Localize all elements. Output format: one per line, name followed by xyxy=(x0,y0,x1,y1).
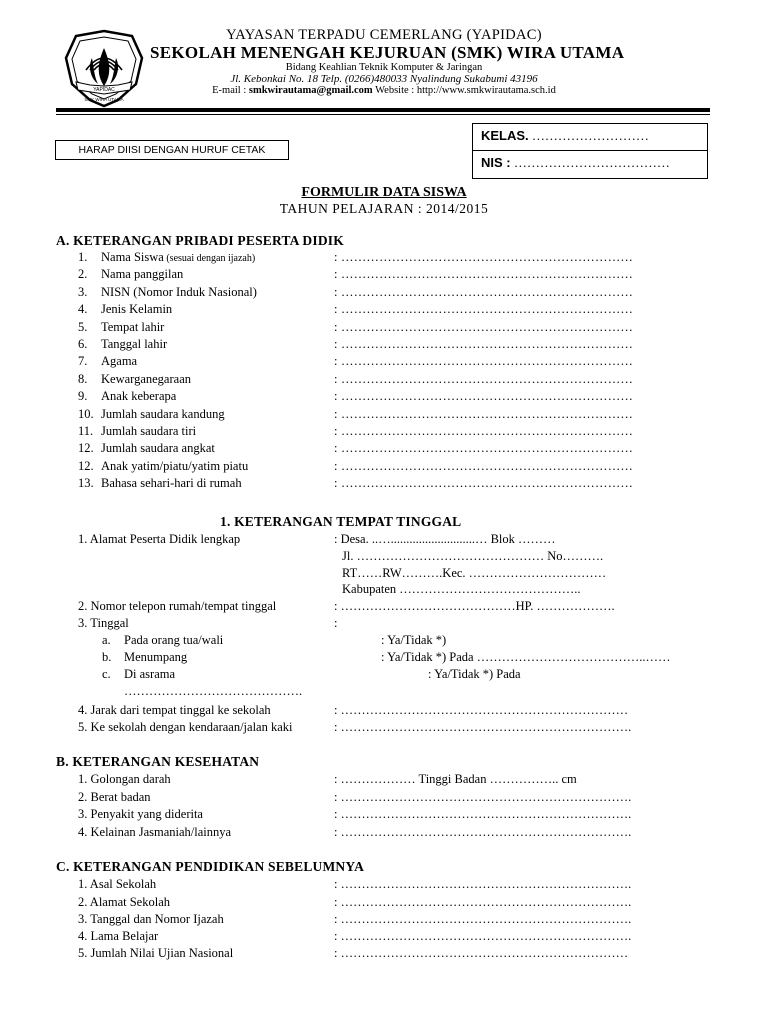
c-label: 3. Tanggal dan Nomor Ijazah xyxy=(78,912,224,926)
section-a-item-field[interactable]: : …………………………………………………………… xyxy=(334,476,634,490)
section-a-item-field[interactable]: : …………………………………………………………… xyxy=(334,441,634,455)
section-c-heading: C. KETERANGAN PENDIDIKAN SEBELUMNYA xyxy=(56,859,365,874)
form-year: TAHUN PELAJARAN : 2014/2015 xyxy=(279,201,489,216)
section-a-item-number: 8. xyxy=(78,372,88,386)
section-a-item-label-text: Tempat lahir xyxy=(101,320,165,334)
tinggal-c-letter: c. xyxy=(102,667,111,681)
alamat-line-jalan[interactable]: Jl. ……………………………………… No………. xyxy=(342,549,604,563)
section-a-item-number: 10. xyxy=(78,407,94,421)
tinggal-c-dots[interactable]: ……………………………………. xyxy=(124,684,303,698)
kelas-nis-box xyxy=(472,123,708,179)
section-a-item-number: 7. xyxy=(78,354,88,368)
c-field[interactable]: : ……………………………………………………………. xyxy=(334,877,632,891)
penyakit-field[interactable]: : ……………………………………………………………. xyxy=(334,807,632,821)
tinggal-a-field[interactable]: : Ya/Tidak *) xyxy=(381,633,447,647)
section-a-item-label xyxy=(101,302,172,317)
kelas-dots: ……………………… xyxy=(528,128,649,143)
section-a-item-label xyxy=(101,389,176,404)
section-a-item-label-text: Tanggal lahir xyxy=(101,337,168,351)
section-a-item-field[interactable]: : …………………………………………………………… xyxy=(334,459,634,473)
jarak-label: 4. Jarak dari tempat tinggal ke sekolah xyxy=(78,703,271,717)
school-logo xyxy=(62,28,146,110)
nis-label: NIS : xyxy=(481,155,511,170)
golongan-label: 1. Golongan darah xyxy=(78,772,171,786)
school-name: SEKOLAH MENENGAH KEJURUAN (SMK) WIRA UTAMA xyxy=(150,43,625,62)
section-a-item-label-text: Jumlah saudara angkat xyxy=(101,441,215,455)
section-a-item-number: 3. xyxy=(78,285,88,299)
section-a-item-label xyxy=(101,424,196,439)
tinggal-colon: : xyxy=(334,616,338,630)
kendaraan-field[interactable]: : ……………………………………………………………. xyxy=(334,720,632,734)
tinggal-b-label: Menumpang xyxy=(124,650,188,664)
section-a-item-number: 9. xyxy=(78,389,88,403)
section-a-item-field[interactable]: : …………………………………………………………… xyxy=(334,285,634,299)
section-a-item-number: 4. xyxy=(78,302,88,316)
section-a-item-number: 2. xyxy=(78,267,88,281)
website-value: http://www.smkwirautama.sch.id xyxy=(416,85,556,96)
section-a-item-label-text: Jenis Kelamin xyxy=(101,302,173,316)
section-a-item-label-text: Bahasa sehari-hari di rumah xyxy=(101,476,242,490)
logo-top-text: YAPIDAC xyxy=(93,87,115,93)
section-a-item-label-text: Nama Siswa xyxy=(101,250,164,264)
kelainan-label: 4. Kelainan Jasmaniah/lainnya xyxy=(78,825,232,839)
penyakit-label: 3. Penyakit yang diderita xyxy=(78,807,203,821)
section-a-item-number: 11. xyxy=(78,424,94,438)
email-label: E-mail : xyxy=(212,85,249,96)
section-a-item-label-text: Kewarganegaraan xyxy=(101,372,191,386)
berat-label: 2. Berat badan xyxy=(78,790,151,804)
section-a-item-label xyxy=(101,476,242,491)
kendaraan-label: 5. Ke sekolah dengan kendaraan/jalan kaki xyxy=(78,720,293,734)
section-a-item-label-text: Jumlah saudara kandung xyxy=(101,407,225,421)
jarak-field[interactable]: : …………………………………………………………… xyxy=(334,703,629,717)
section-a-item-number: 1. xyxy=(78,250,88,264)
c-field[interactable]: : …………………………………………………………… xyxy=(334,946,629,960)
section-a-item-label xyxy=(101,354,137,369)
tinggal-a-letter: a. xyxy=(102,633,111,647)
section-a-item-number: 6. xyxy=(78,337,88,351)
tinggal-b-field[interactable]: : Ya/Tidak *) Pada …………………………………..…… xyxy=(381,650,671,664)
alamat-label: 1. Alamat Peserta Didik lengkap xyxy=(78,532,241,546)
telp-field[interactable]: : ……………………………………HP. ………………. xyxy=(334,599,615,613)
section-a-item-number: 12. xyxy=(78,459,94,473)
alamat-line-rt[interactable]: RT……RW……….Kec. …………………………… xyxy=(342,566,607,580)
section-a-item-label xyxy=(101,459,248,474)
tinggal-label: 3. Tinggal xyxy=(78,616,129,630)
section-a-item-field[interactable]: : …………………………………………………………… xyxy=(334,302,634,316)
section-a-item-field[interactable]: : …………………………………………………………… xyxy=(334,424,634,438)
section-a-item-field[interactable]: : …………………………………………………………… xyxy=(334,337,634,351)
section-a-item-field[interactable]: : …………………………………………………………… xyxy=(334,267,634,281)
kelas-row[interactable] xyxy=(481,128,649,144)
c-field[interactable]: : ……………………………………………………………. xyxy=(334,929,632,943)
form-title-text: FORMULIR DATA SISWA xyxy=(301,185,467,200)
form-title xyxy=(0,185,768,201)
section-a-item-label xyxy=(101,337,167,352)
c-label: 4. Lama Belajar xyxy=(78,929,159,943)
section-a-item-label-text: Nama panggilan xyxy=(101,267,184,281)
golongan-tinggi-field[interactable]: : ……………… Tinggi Badan …………….. cm xyxy=(334,772,577,786)
header-rule-thin xyxy=(56,114,710,115)
section-a-item-label xyxy=(101,320,164,335)
section-a-item-label xyxy=(101,250,255,265)
section-a-item-field[interactable]: : …………………………………………………………… xyxy=(334,320,634,334)
tinggal-b-letter: b. xyxy=(102,650,112,664)
logo-bottom-text: SMK WIRA UTAMA xyxy=(84,97,124,102)
section-a-item-label xyxy=(101,285,257,300)
section-a-item-number: 13. xyxy=(78,476,94,490)
section-a-item-field[interactable]: : …………………………………………………………… xyxy=(334,407,634,421)
section-a-item-label xyxy=(101,407,225,422)
school-address: Jl. Kebonkai No. 18 Telp. (0266)480033 Nyalindung Sukabumi 43196 xyxy=(230,73,538,85)
section-a-item-field[interactable]: : …………………………………………………………… xyxy=(334,250,634,264)
section-a-item-label-text: Agama xyxy=(101,354,138,368)
alamat-line-kabupaten[interactable]: Kabupaten …………………………………….. xyxy=(342,582,581,596)
tinggal-c-field[interactable]: : Ya/Tidak *) Pada xyxy=(428,667,521,681)
c-label: 2. Alamat Sekolah xyxy=(78,895,170,909)
nis-row[interactable] xyxy=(481,155,670,171)
section-a-item-number: 12. xyxy=(78,441,94,455)
section-a-item-label-text: NISN (Nomor Induk Nasional) xyxy=(101,285,257,299)
section-a-item-label-text: Jumlah saudara tiri xyxy=(101,424,197,438)
section-a-item-note: (sesuai dengan ijazah) xyxy=(163,253,256,264)
alamat-line-desa[interactable]: : Desa. ..…...........................… Blok ……… xyxy=(334,532,556,546)
kelainan-field[interactable]: : ……………………………………………………………. xyxy=(334,825,632,839)
tinggal-a-label: Pada orang tua/wali xyxy=(124,633,224,647)
website-label: Website : xyxy=(372,85,417,96)
section-a-item-field[interactable]: : …………………………………………………………… xyxy=(334,389,634,403)
c-field[interactable]: : ……………………………………………………………. xyxy=(334,912,632,926)
org-name: YAYASAN TERPADU CEMERLANG (YAPIDAC) xyxy=(226,27,542,43)
berat-field[interactable]: : ……………………………………………………………. xyxy=(334,790,632,804)
section-a-item-label xyxy=(101,372,191,387)
section-a-item-number: 5. xyxy=(78,320,88,334)
email-value: smkwirautama@gmail.com xyxy=(248,85,373,96)
section-a-item-label-text: Anak keberapa xyxy=(101,389,177,403)
section-a-item-label-text: Anak yatim/piatu/yatim piatu xyxy=(101,459,249,473)
tinggal-c-label: Di asrama xyxy=(124,667,176,681)
section-a-item-label xyxy=(101,441,215,456)
c-label: 1. Asal Sekolah xyxy=(78,877,157,891)
kelas-label: KELAS. xyxy=(481,128,529,143)
section-b-heading: B. KETERANGAN KESEHATAN xyxy=(56,754,260,769)
school-field: Bidang Keahlian Teknik Komputer & Jaringan xyxy=(285,62,483,73)
header-rule-thick xyxy=(56,108,710,112)
nis-dots: ……………………………… xyxy=(510,155,670,170)
kelas-divider xyxy=(473,150,707,151)
c-field[interactable]: : ……………………………………………………………. xyxy=(334,895,632,909)
telp-label: 2. Nomor telepon rumah/tempat tinggal xyxy=(78,599,277,613)
section-a-item-field[interactable]: : …………………………………………………………… xyxy=(334,372,634,386)
section-a-item-label xyxy=(101,267,183,282)
school-contact xyxy=(150,85,618,96)
notice-box: HARAP DIISI DENGAN HURUF CETAK xyxy=(55,140,289,160)
c-label: 5. Jumlah Nilai Ujian Nasional xyxy=(78,946,234,960)
section-a-heading: A. KETERANGAN PRIBADI PESERTA DIDIK xyxy=(56,233,344,248)
section-tinggal-heading: 1. KETERANGAN TEMPAT TINGGAL xyxy=(220,514,462,529)
section-a-item-field[interactable]: : …………………………………………………………… xyxy=(334,354,634,368)
